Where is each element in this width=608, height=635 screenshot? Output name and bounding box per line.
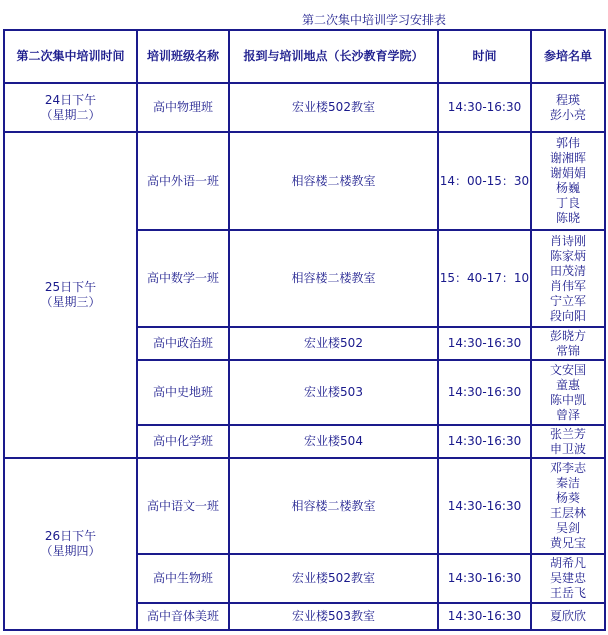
class-cell: 高中外语一班 — [137, 132, 229, 230]
names-cell — [531, 132, 605, 230]
participant-name: 胡希凡 — [549, 556, 586, 570]
table-row — [4, 132, 605, 230]
participant-name: 陈家炳 — [549, 248, 586, 263]
hours-cell: 14：00-15：30 — [438, 132, 531, 230]
participant-name: 文安国 — [549, 362, 586, 377]
participant-name: 彭晓方 — [549, 328, 586, 343]
names-cell — [531, 327, 605, 360]
table-row — [4, 83, 605, 132]
participant-name: 丁良 — [555, 196, 580, 210]
hours-cell: 14:30-16:30 — [438, 360, 531, 425]
class-cell: 高中化学班 — [137, 425, 229, 458]
participant-name: 王层林 — [549, 506, 586, 520]
day-cell — [4, 83, 137, 132]
participant-name: 杨葵 — [555, 491, 580, 505]
participant-name: 谢湘晖 — [549, 151, 586, 165]
header-hours: 时间 — [438, 30, 531, 83]
schedule-table — [3, 29, 606, 631]
names-cell — [531, 83, 605, 132]
header-participants: 参培名单 — [531, 30, 605, 83]
participant-name: 段向阳 — [549, 308, 586, 323]
class-cell: 高中音体美班 — [137, 603, 229, 630]
names-cell — [531, 360, 605, 425]
participant-name: 陈晓 — [555, 211, 580, 225]
class-cell: 高中政治班 — [137, 327, 229, 360]
day-cell — [4, 132, 137, 458]
day-date: 24日下午 — [44, 92, 97, 107]
participant-name: 田茂清 — [549, 263, 586, 278]
participant-name: 吴建忠 — [549, 571, 586, 585]
header-location: 报到与培训地点（长沙教育学院） — [229, 30, 438, 83]
names-cell — [531, 230, 605, 327]
hours-cell: 14:30-16:30 — [438, 83, 531, 132]
location-cell: 相容楼二楼教室 — [229, 132, 438, 230]
class-cell: 高中数学一班 — [137, 230, 229, 327]
hours-cell: 15：40-17：10 — [438, 230, 531, 327]
day-date: 25日下午 — [44, 280, 97, 294]
header-time-slot: 第二次集中培训时间 — [4, 30, 137, 83]
participant-name: 彭小亮 — [549, 107, 586, 122]
participant-name: 杨巍 — [555, 181, 580, 195]
names-cell — [531, 554, 605, 603]
names-cell — [531, 458, 605, 554]
participant-name: 陈中凯 — [549, 392, 586, 407]
location-cell: 宏业楼502教室 — [229, 554, 438, 603]
hours-cell: 14:30-16:30 — [438, 554, 531, 603]
participant-name: 程瑛 — [555, 92, 580, 107]
hours-cell: 14:30-16:30 — [438, 327, 531, 360]
participant-name: 张兰芳 — [549, 426, 586, 441]
class-cell: 高中生物班 — [137, 554, 229, 603]
page-title: 第二次集中培训学习安排表 — [301, 13, 446, 27]
location-cell: 宏业楼503 — [229, 360, 438, 425]
day-weekday: （星期三） — [40, 295, 101, 309]
participant-name: 夏欣欣 — [549, 609, 586, 623]
header-class-name: 培训班级名称 — [137, 30, 229, 83]
table-row — [4, 458, 605, 554]
day-weekday: （星期二） — [40, 107, 101, 122]
class-cell: 高中语文一班 — [137, 458, 229, 554]
day-date: 26日下午 — [44, 529, 97, 543]
hours-cell: 14:30-16:30 — [438, 603, 531, 630]
participant-name: 邓李志 — [549, 461, 586, 475]
names-cell — [531, 425, 605, 458]
location-cell: 相容楼二楼教室 — [229, 458, 438, 554]
participant-name: 黄兄宝 — [549, 536, 586, 550]
class-cell: 高中物理班 — [137, 83, 229, 132]
participant-name: 秦洁 — [555, 476, 580, 490]
participant-name: 宁立军 — [549, 293, 586, 308]
day-weekday: （星期四） — [40, 544, 101, 558]
participant-name: 常锦 — [555, 343, 580, 358]
hours-cell: 14:30-16:30 — [438, 458, 531, 554]
location-cell: 宏业楼502教室 — [229, 83, 438, 132]
participant-name: 吴剑 — [555, 521, 580, 535]
location-cell: 相容楼二楼教室 — [229, 230, 438, 327]
participant-name: 王岳飞 — [549, 586, 586, 600]
names-cell — [531, 603, 605, 630]
participant-name: 肖伟军 — [549, 278, 586, 293]
hours-cell: 14:30-16:30 — [438, 425, 531, 458]
participant-name: 谢娟娟 — [549, 166, 586, 180]
location-cell: 宏业楼503教室 — [229, 603, 438, 630]
header-row — [4, 30, 605, 83]
location-cell: 宏业楼502 — [229, 327, 438, 360]
schedule-body — [4, 83, 605, 630]
participant-name: 曾泽 — [555, 407, 580, 422]
class-cell: 高中史地班 — [137, 360, 229, 425]
participant-name: 申卫波 — [549, 441, 586, 456]
participant-name: 肖诗刚 — [549, 233, 586, 248]
participant-name: 郭伟 — [555, 136, 580, 150]
location-cell: 宏业楼504 — [229, 425, 438, 458]
day-cell — [4, 458, 137, 630]
participant-name: 童惠 — [555, 377, 580, 392]
